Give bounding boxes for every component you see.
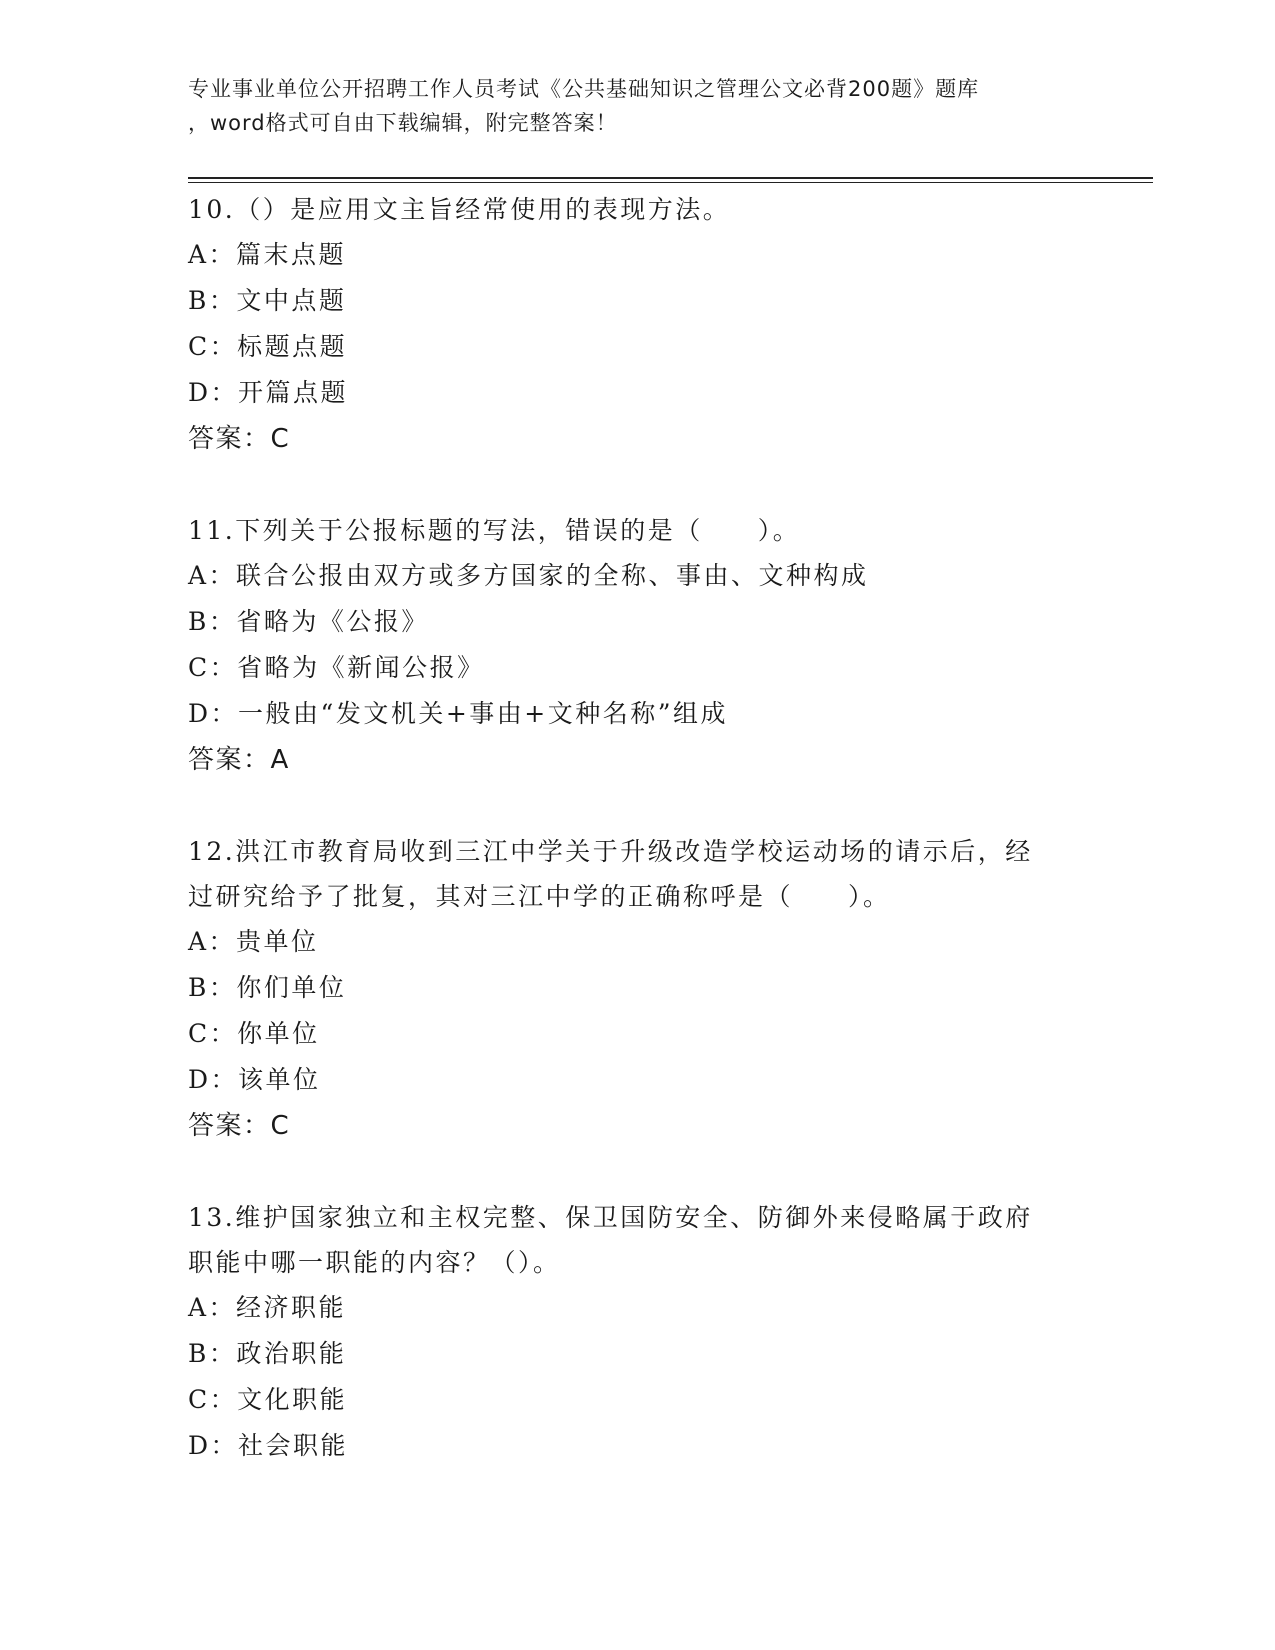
option-b: B：你们单位 <box>188 973 347 1002</box>
option-a: A：联合公报由双方或多方国家的全称、事由、文种构成 <box>188 561 869 590</box>
question-stem-line: 过研究给予了批复，其对三江中学的正确称呼是（ ）。 <box>188 882 891 911</box>
question-stem <box>188 508 1108 553</box>
question-stem-line: 10.（）是应用文主旨经常使用的表现方法。 <box>188 195 731 224</box>
option-a: A：篇末点题 <box>188 240 347 269</box>
option-d: D：该单位 <box>188 1065 321 1094</box>
answer: 答案：C <box>188 424 291 454</box>
option-b: B：文中点题 <box>188 286 347 315</box>
option-d: D：社会职能 <box>188 1431 349 1460</box>
header-line-2: ，word格式可自由下载编辑，附完整答案！ <box>188 111 618 135</box>
question-stem-line: 12.洪江市教育局收到三江中学关于升级改造学校运动场的请示后，经 <box>188 837 1033 866</box>
header-divider-thick <box>188 177 1153 179</box>
option-a: A：贵单位 <box>188 927 319 956</box>
question-stem-line: 13.维护国家独立和主权完整、保卫国防安全、防御外来侵略属于政府 <box>188 1203 1033 1232</box>
option-d: D：一般由“发文机关+事由+文种名称”组成 <box>188 699 729 728</box>
document-header <box>188 72 1088 140</box>
question-stem <box>188 829 1108 919</box>
question-12 <box>188 829 1108 1149</box>
question-10 <box>188 187 1108 462</box>
question-stem-line: 职能中哪一职能的内容？（）。 <box>188 1248 561 1277</box>
option-c: C：省略为《新闻公报》 <box>188 653 485 682</box>
header-divider-thin <box>188 182 1153 183</box>
question-stem <box>188 1195 1108 1285</box>
question-13 <box>188 1195 1108 1469</box>
answer: 答案：A <box>188 745 290 775</box>
question-list <box>188 187 1108 1515</box>
question-11 <box>188 508 1108 783</box>
option-c: C：标题点题 <box>188 332 348 361</box>
option-c: C：你单位 <box>188 1019 320 1048</box>
option-c: C：文化职能 <box>188 1385 348 1414</box>
option-b: B：政治职能 <box>188 1339 347 1368</box>
option-b: B：省略为《公报》 <box>188 607 429 636</box>
header-line-1: 专业事业单位公开招聘工作人员考试《公共基础知识之管理公文必背200题》题库 <box>188 77 980 101</box>
option-d: D：开篇点题 <box>188 378 349 407</box>
option-a: A：经济职能 <box>188 1293 347 1322</box>
answer: 答案：C <box>188 1111 291 1141</box>
question-stem-line: 11.下列关于公报标题的写法，错误的是（ ）。 <box>188 516 801 545</box>
question-stem <box>188 187 1108 232</box>
